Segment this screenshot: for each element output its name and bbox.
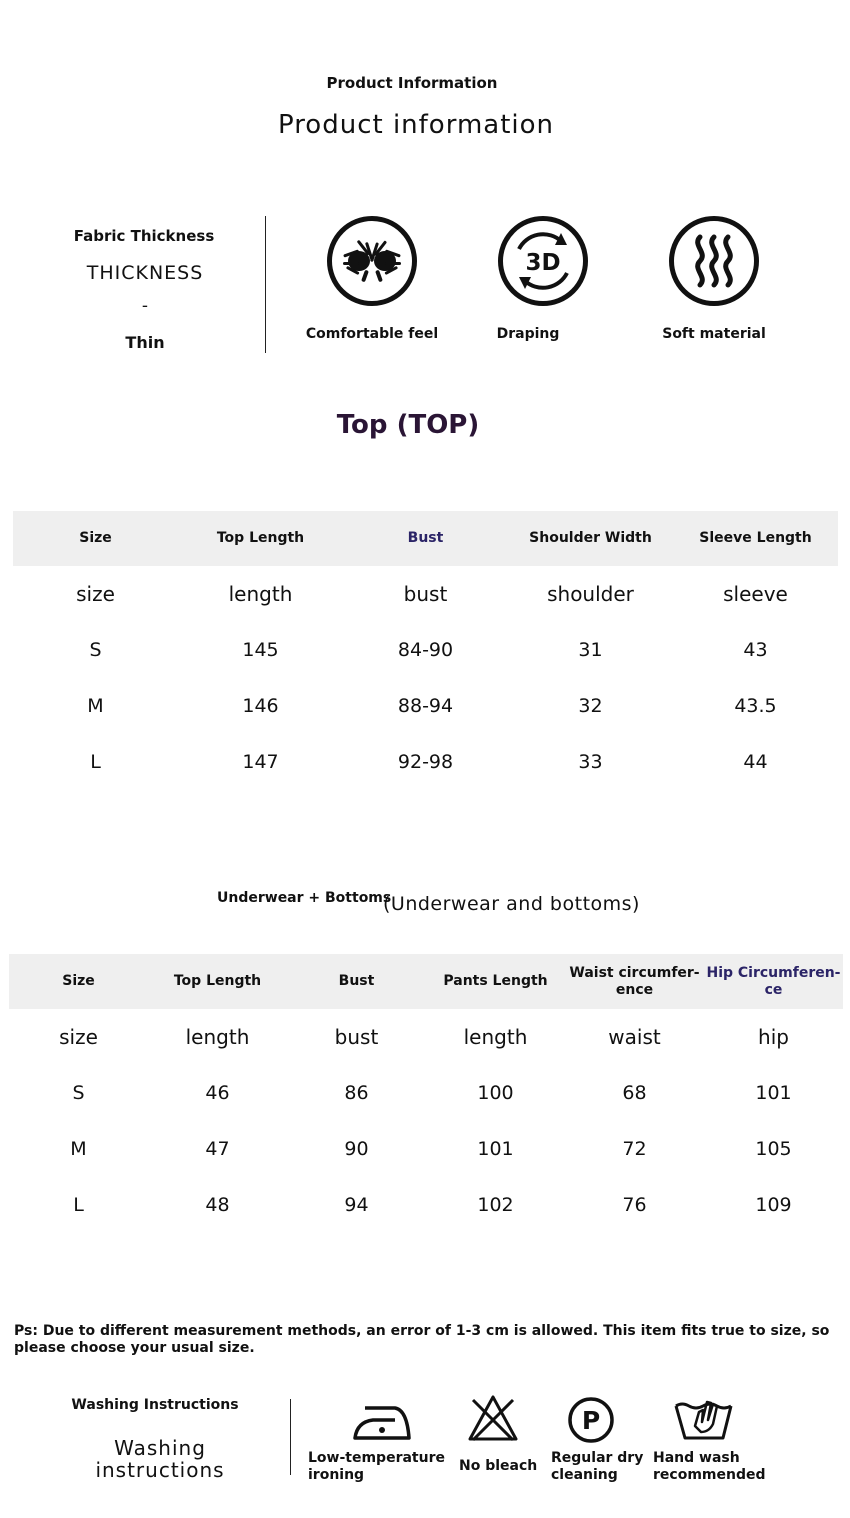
feature-label-comfortable: Comfortable feel [305,326,439,342]
table-row [9,1177,843,1233]
table-row [13,622,838,678]
care-label-ironing: Low-temperature ironing [308,1450,445,1483]
svg-text:3D: 3D [525,250,561,276]
table-cell: 105 [755,1138,792,1160]
table-cell: 47 [205,1138,230,1160]
care-label-dry-clean: Regular dry cleaning [551,1450,644,1483]
header-cell: Size [13,511,178,566]
table-cell: shoulder [547,582,634,606]
care-label-hand-wash: Hand wash recommended [653,1450,766,1483]
table-cell: 46 [205,1082,230,1104]
table-cell: S [89,639,102,661]
table-cell: 86 [344,1082,369,1104]
table-cell: 31 [578,639,603,661]
table-cell: bust [403,582,448,606]
table-cell: 84-90 [397,639,454,661]
table-row [9,1009,843,1065]
header-cell: Pants Length [426,954,565,1009]
no-bleach-icon [467,1394,519,1444]
table-cell: S [72,1082,85,1104]
table-cell: 102 [477,1194,514,1216]
svg-text:P: P [581,1406,601,1435]
table-cell: M [87,695,104,717]
table-cell: bust [334,1025,379,1049]
table-cell: 146 [242,695,279,717]
table-cell: 72 [622,1138,647,1160]
3d-rotate-icon [498,216,588,306]
table-cell: 147 [242,751,279,773]
header-cell: Top Length [148,954,287,1009]
table-cell: L [90,751,101,773]
table-cell: length [185,1025,250,1049]
header-cell: Size [9,954,148,1009]
bottom-section-title-small: Underwear + Bottoms [217,890,392,906]
header-cell: Top Length [178,511,343,566]
table-row [9,1121,843,1177]
table-cell: M [70,1138,87,1160]
table-cell: 43.5 [734,695,777,717]
iron-icon [351,1396,413,1444]
header-cell: Shoulder Width [508,511,673,566]
table-cell: length [228,582,293,606]
table-cell: 68 [622,1082,647,1104]
table-cell: 90 [344,1138,369,1160]
table-cell: 100 [477,1082,514,1104]
fabric-thickness-value: Thin [125,333,165,352]
table-cell: 43 [743,639,768,661]
table-cell: 44 [743,751,768,773]
table-row [13,734,838,790]
bottom-section-title-big: (Underwear and bottoms) [383,893,640,915]
table-cell: L [73,1194,84,1216]
table-row [9,1065,843,1121]
fabric-thickness-label: Fabric Thickness [73,227,215,245]
fabric-thickness-dash: - [141,296,149,316]
header-cell: Waist circumfer- ence [565,954,704,1009]
table-cell: hip [758,1025,789,1049]
table-cell: 92-98 [397,751,454,773]
table-cell: 32 [578,695,603,717]
top-section-title: Top (TOP) [336,410,480,440]
table-cell: size [76,582,115,606]
table-header-row [9,954,843,1009]
table-cell: 101 [477,1138,514,1160]
size-note: Ps: Due to different measurement methods, an error of 1-3 cm is allowed. This item fits true to size, so please choose your usual size. [14,1323,830,1356]
table-cell: 145 [242,639,279,661]
table-cell: 101 [755,1082,792,1104]
hand-wash-icon [673,1392,735,1444]
table-row [13,678,838,734]
table-cell: size [59,1025,98,1049]
divider [265,216,266,353]
table-cell: length [463,1025,528,1049]
table-header-row [13,511,838,566]
table-row [13,566,838,622]
feature-label-soft: Soft material [662,326,766,342]
table-cell: 33 [578,751,603,773]
fabric-thickness-big: THICKNESS [86,262,204,284]
header-cell: Hip Circumferen- ce [704,954,843,1009]
feature-label-draping: Draping [496,326,560,342]
divider [290,1399,291,1475]
header-cell: Bust [287,954,426,1009]
table-cell: sleeve [723,582,788,606]
table-cell: 88-94 [397,695,454,717]
header-cell: Sleeve Length [673,511,838,566]
header-cell: Bust [343,511,508,566]
table-cell: 94 [344,1194,369,1216]
washing-big: Washing instructions [95,1436,225,1482]
dry-clean-icon [567,1396,615,1444]
top-size-table [13,511,838,790]
section-title-small: Product Information [326,74,498,92]
table-cell: 48 [205,1194,230,1216]
bottom-size-table [9,954,843,1233]
table-cell: 76 [622,1194,647,1216]
washing-label: Washing Instructions [71,1397,239,1413]
care-label-no-bleach: No bleach [459,1458,538,1474]
wavy-lines-icon [669,216,759,306]
hands-icon [327,216,417,306]
section-title-big: Product information [277,110,555,140]
table-cell: 109 [755,1194,792,1216]
table-cell: waist [608,1025,661,1049]
